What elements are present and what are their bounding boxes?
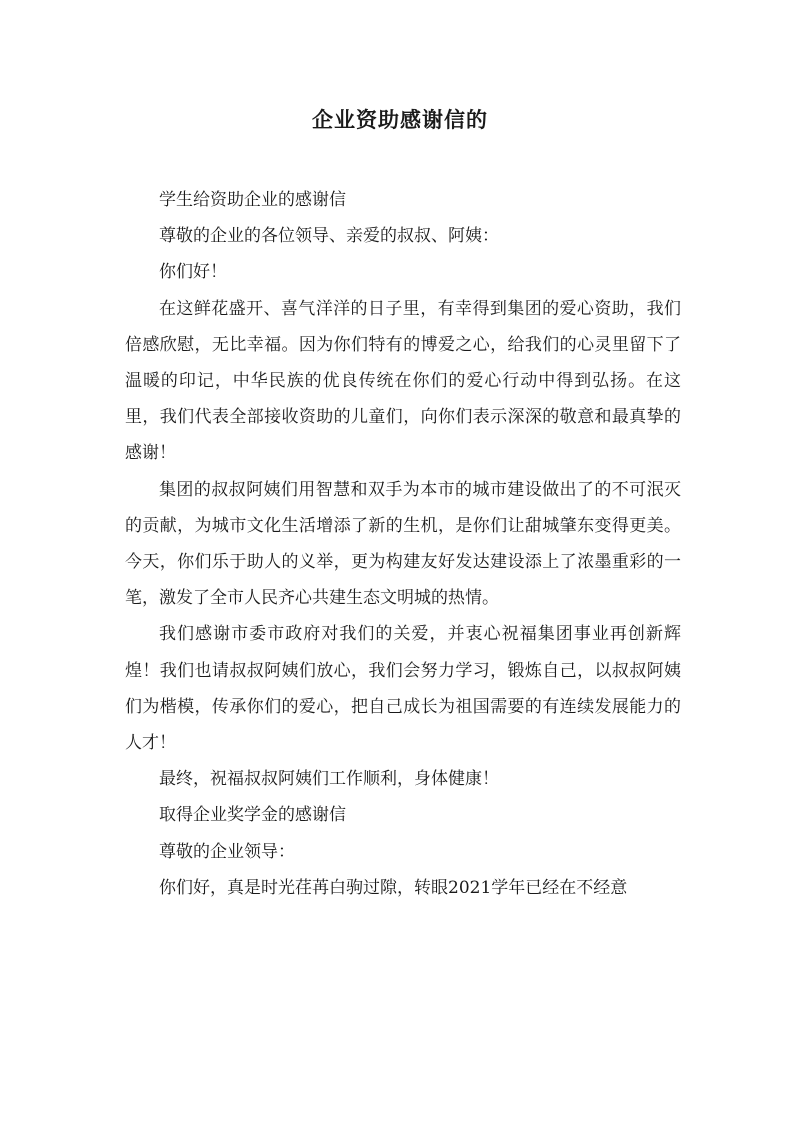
section-heading-student-letter: 学生给资助企业的感谢信 [159, 190, 346, 210]
letter-body [125, 182, 681, 906]
section-heading-scholarship-letter: 取得企业奖学金的感谢信 [159, 805, 346, 826]
paragraph: 在这鲜花盛开、喜气洋洋的日子里，有幸得到集团的爱心资助，我们倍感欣慰，无比幸福。因为你们特有的博爱之心，给我们的心灵里留下了温暖的印记，中华民族的优良传统在你们的爱心行动中得到弘扬。在这里，我们代表全部接收资助的儿童们，向你们表示深深的敬意和最真挚的感谢！ [125, 298, 681, 464]
closing-wishes: 最终，祝福叔叔阿姨们工作顺利，身体健康！ [159, 769, 499, 790]
salutation: 尊敬的企业的各位领导、亲爱的叔叔、阿姨： [159, 226, 499, 247]
salutation: 尊敬的企业领导： [159, 841, 295, 862]
paragraph: 我们感谢市委市政府对我们的关爱，并衷心祝福集团事业再创新辉煌！我们也请叔叔阿姨们放心，我们会努力学习，锻炼自己，以叔叔阿姨们为楷模，传承你们的爱心，把自己成长为祖国需要的有连续发展能力的人才！ [125, 624, 681, 754]
greeting: 你们好！ [159, 262, 227, 283]
paragraph: 你们好，真是时光荏苒白驹过隙，转眼2021学年已经在不经意 [159, 877, 628, 898]
document-title: 企业资助感谢信的 [312, 107, 488, 132]
paragraph: 集团的叔叔阿姨们用智慧和双手为本市的城市建设做出了的不可泯灭的贡献，为城市文化生活增添了新的生机，是你们让甜城肇东变得更美。今天，你们乐于助人的义举，更为构建友好发达建设添上了浓墨重彩的一笔，激发了全市人民齐心共建生态文明城的热情。 [125, 479, 681, 609]
